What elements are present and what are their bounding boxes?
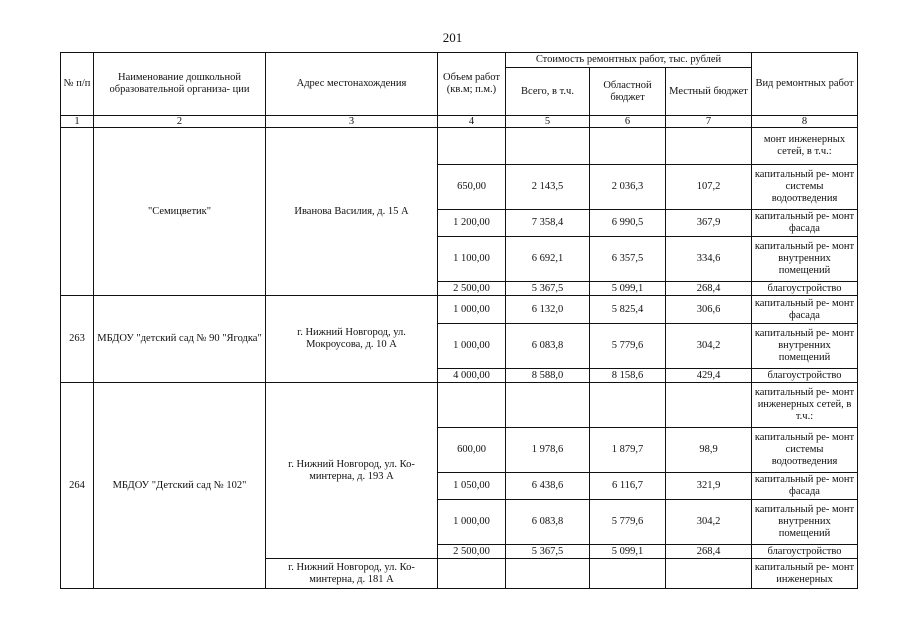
volume-cell [438, 128, 506, 165]
work-type-cell: монт инженерных сетей, в т.ч.: [752, 128, 858, 165]
total-cell: 6 083,8 [506, 324, 590, 369]
regional-cell: 5 099,1 [590, 282, 666, 296]
volume-cell [438, 383, 506, 428]
work-type-cell: капитальный ре- монт внутренних помещений [752, 324, 858, 369]
work-type-cell: капитальный ре- монт фасада [752, 210, 858, 237]
work-type-cell: капитальный ре- монт фасада [752, 473, 858, 500]
work-type-cell: капитальный ре- монт внутренних помещений [752, 500, 858, 545]
total-cell: 2 143,5 [506, 165, 590, 210]
table-row [61, 383, 858, 428]
total-cell: 1 978,6 [506, 428, 590, 473]
volume-cell: 1 200,00 [438, 210, 506, 237]
local-cell [666, 559, 752, 589]
header-name: Наименование дошкольной образовательной организа- ции [94, 53, 266, 116]
local-cell [666, 383, 752, 428]
total-cell: 5 367,5 [506, 282, 590, 296]
regional-cell: 5 779,6 [590, 500, 666, 545]
work-type-cell: благоустройство [752, 545, 858, 559]
column-number: 1 [61, 116, 94, 128]
work-type-cell: капитальный ре- монт внутренних помещений [752, 237, 858, 282]
row-num: 263 [61, 296, 94, 383]
org-address: г. Нижний Новгород, ул. Ко- минтерна, д. 193 А [266, 383, 438, 559]
header-work-type: Вид ремонтных работ [752, 53, 858, 116]
header-address: Адрес местонахождения [266, 53, 438, 116]
repair-works-table [60, 52, 858, 589]
total-cell: 8 588,0 [506, 369, 590, 383]
header-local: Местный бюджет [666, 68, 752, 116]
local-cell: 268,4 [666, 545, 752, 559]
regional-cell: 5 825,4 [590, 296, 666, 324]
header-num: № п/п [61, 53, 94, 116]
regional-cell: 6 990,5 [590, 210, 666, 237]
regional-cell: 1 879,7 [590, 428, 666, 473]
column-number: 8 [752, 116, 858, 128]
local-cell: 367,9 [666, 210, 752, 237]
volume-cell: 2 500,00 [438, 545, 506, 559]
local-cell: 321,9 [666, 473, 752, 500]
local-cell: 304,2 [666, 500, 752, 545]
volume-cell: 1 000,00 [438, 296, 506, 324]
local-cell [666, 128, 752, 165]
table-row [61, 128, 858, 165]
work-type-cell: благоустройство [752, 282, 858, 296]
volume-cell: 1 100,00 [438, 237, 506, 282]
org-name: МБДОУ "детский сад № 90 "Ягодка" [94, 296, 266, 383]
work-type-cell: капитальный ре- монт фасада [752, 296, 858, 324]
header-regional: Областной бюджет [590, 68, 666, 116]
org-address: г. Нижний Новгород, ул. Ко- минтерна, д. 181 А [266, 559, 438, 589]
column-number: 6 [590, 116, 666, 128]
volume-cell: 1 050,00 [438, 473, 506, 500]
total-cell: 5 367,5 [506, 545, 590, 559]
org-address: г. Нижний Новгород, ул. Мокроусова, д. 10 А [266, 296, 438, 383]
column-number: 3 [266, 116, 438, 128]
work-type-cell: капитальный ре- монт системы водоотведения [752, 428, 858, 473]
column-number: 7 [666, 116, 752, 128]
local-cell: 306,6 [666, 296, 752, 324]
org-address: Иванова Василия, д. 15 А [266, 128, 438, 296]
org-name: МБДОУ "Детский сад № 102" [94, 383, 266, 589]
regional-cell: 6 116,7 [590, 473, 666, 500]
regional-cell [590, 383, 666, 428]
regional-cell: 5 099,1 [590, 545, 666, 559]
total-cell: 6 438,6 [506, 473, 590, 500]
local-cell: 107,2 [666, 165, 752, 210]
page-number: 201 [442, 30, 463, 45]
column-number-row [61, 116, 858, 128]
regional-cell: 6 357,5 [590, 237, 666, 282]
local-cell: 429,4 [666, 369, 752, 383]
total-cell [506, 559, 590, 589]
regional-cell: 5 779,6 [590, 324, 666, 369]
row-num: 264 [61, 383, 94, 589]
regional-cell: 8 158,6 [590, 369, 666, 383]
total-cell: 6 692,1 [506, 237, 590, 282]
volume-cell: 600,00 [438, 428, 506, 473]
regional-cell [590, 128, 666, 165]
local-cell: 98,9 [666, 428, 752, 473]
row-num [61, 128, 94, 296]
regional-cell: 2 036,3 [590, 165, 666, 210]
column-number: 5 [506, 116, 590, 128]
work-type-cell: капитальный ре- монт инженерных [752, 559, 858, 589]
work-type-cell: капитальный ре- монт системы водоотведения [752, 165, 858, 210]
regional-cell [590, 559, 666, 589]
volume-cell: 4 000,00 [438, 369, 506, 383]
local-cell: 268,4 [666, 282, 752, 296]
column-number: 4 [438, 116, 506, 128]
volume-cell: 1 000,00 [438, 500, 506, 545]
work-type-cell: капитальный ре- монт инженерных сетей, в т.ч.: [752, 383, 858, 428]
volume-cell [438, 559, 506, 589]
column-number: 2 [94, 116, 266, 128]
total-cell: 6 083,8 [506, 500, 590, 545]
header-total: Всего, в т.ч. [506, 68, 590, 116]
total-cell [506, 128, 590, 165]
org-name: "Семицветик" [94, 128, 266, 296]
local-cell: 334,6 [666, 237, 752, 282]
table-row [61, 296, 858, 324]
work-type-cell: благоустройство [752, 369, 858, 383]
total-cell: 7 358,4 [506, 210, 590, 237]
header-volume: Объем работ (кв.м; п.м.) [438, 53, 506, 116]
volume-cell: 2 500,00 [438, 282, 506, 296]
volume-cell: 1 000,00 [438, 324, 506, 369]
local-cell: 304,2 [666, 324, 752, 369]
volume-cell: 650,00 [438, 165, 506, 210]
total-cell: 6 132,0 [506, 296, 590, 324]
total-cell [506, 383, 590, 428]
header-cost-group: Стоимость ремонтных работ, тыс. рублей [506, 53, 752, 68]
